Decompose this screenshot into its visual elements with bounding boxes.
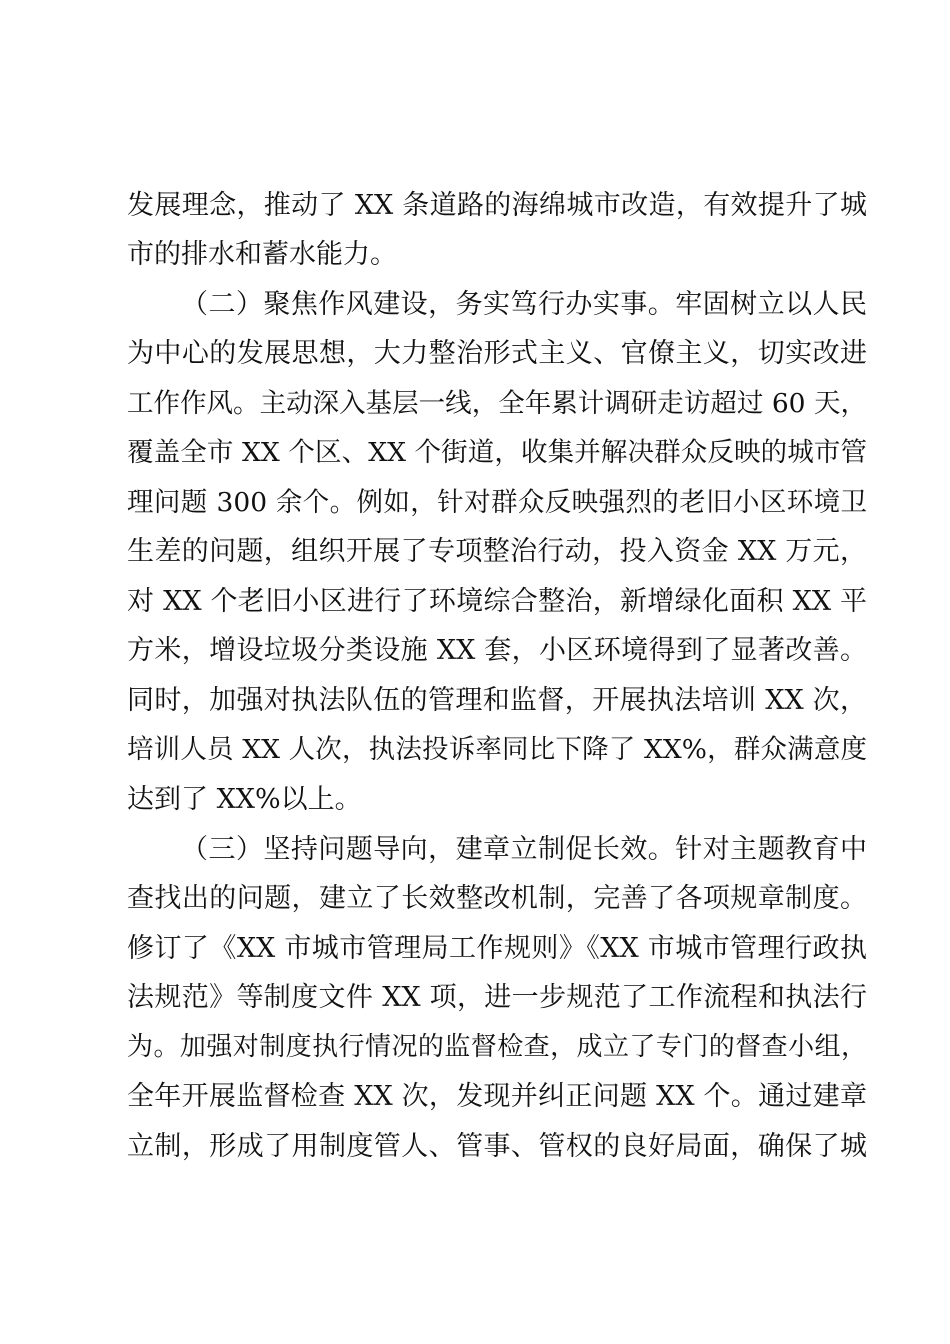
text-line: 覆盖全市 XX 个区、XX 个街道，收集并解决群众反映的城市管 — [127, 437, 867, 468]
text-line: 立制，形成了用制度管人、管事、管权的良好局面，确保了城 — [127, 1131, 867, 1162]
text-line: 为。加强对制度执行情况的监督检查，成立了专门的督查小组， — [127, 1032, 867, 1062]
text-line: 培训人员 XX 人次，执法投诉率同比下降了 XX%，群众满意度 — [127, 734, 867, 765]
text-line: 达到了 XX%以上。 — [127, 784, 362, 815]
text-line: 修订了《XX 市城市管理局工作规则》《XX 市城市管理行政执 — [127, 933, 867, 964]
text-line: 理问题 300 余个。例如，针对群众反映强烈的老旧小区环境卫 — [127, 487, 867, 518]
text-line: 查找出的问题，建立了长效整改机制，完善了各项规章制度。 — [127, 883, 867, 914]
section-heading-line: （三）坚持问题导向，建章立制促长效。针对主题教育中 — [181, 834, 867, 865]
text-line: 生差的问题，组织开展了专项整治行动，投入资金 XX 万元， — [127, 536, 867, 567]
text-line: 全年开展监督检查 XX 次，发现并纠正问题 XX 个。通过建章 — [127, 1081, 867, 1112]
text-line: 对 XX 个老旧小区进行了环境综合整治，新增绿化面积 XX 平 — [127, 586, 867, 617]
text-line: 发展理念，推动了 XX 条道路的海绵城市改造，有效提升了城 — [127, 190, 867, 221]
text-line: 法规范》等制度文件 XX 项，进一步规范了工作流程和执法行 — [127, 982, 867, 1013]
text-line: 工作作风。主动深入基层一线，全年累计调研走访超过 60 天， — [127, 388, 867, 419]
text-line: 同时，加强对执法队伍的管理和监督，开展执法培训 XX 次， — [127, 685, 867, 716]
text-line: 市的排水和蓄水能力。 — [127, 239, 397, 270]
text-line: 方米，增设垃圾分类设施 XX 套，小区环境得到了显著改善。 — [127, 635, 867, 666]
text-line: 为中心的发展思想，大力整治形式主义、官僚主义，切实改进 — [127, 338, 867, 369]
section-heading-line: （二）聚焦作风建设，务实笃行办实事。牢固树立以人民 — [181, 289, 867, 320]
